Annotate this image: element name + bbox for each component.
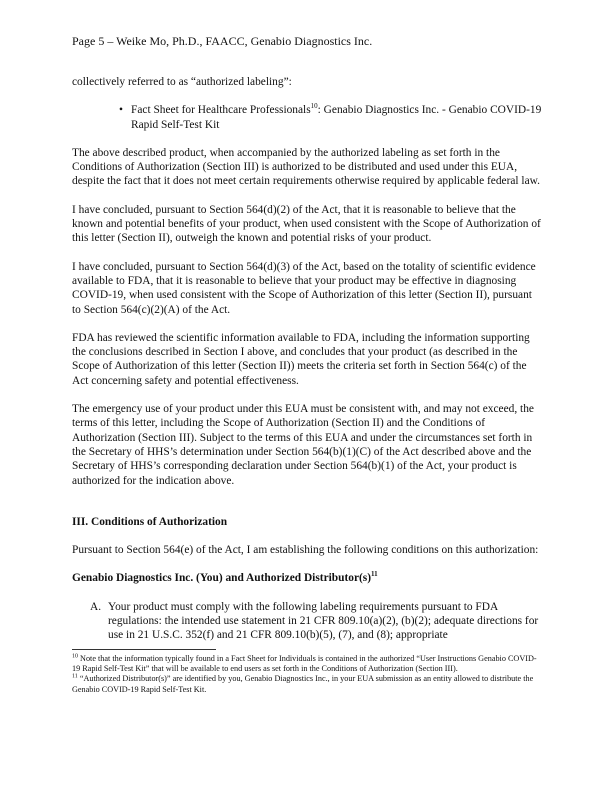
list-item xyxy=(119,103,542,132)
paragraph-benefits-risks: I have concluded, pursuant to Section 564(d)(2) of the Act, that it is reasonable to believe that the known and potential benefits of your product, when used consistent with the Scope of Authorization of this letter (Section II), outweigh the known and potential risks of your product. xyxy=(72,203,541,245)
footnote-11 xyxy=(72,674,542,695)
authorized-labeling-list xyxy=(72,103,542,132)
section-intro: Pursuant to Section 564(e) of the Act, I am establishing the following conditions on this authorization: xyxy=(72,544,539,557)
section-heading-conditions: III. Conditions of Authorization xyxy=(72,515,228,528)
paragraph-effectiveness: I have concluded, pursuant to Section 564(d)(3) of the Act, based on the totality of scientific evidence available to FDA, that it is reasonable to believe that your product may be effective in diagnosing COVID-19, when used consistent with the Scope of Authorization of this letter (Section II), pursuant to Section 564(c)(2)(A) of the Act. xyxy=(72,260,536,316)
bullet-icon: • xyxy=(119,104,123,117)
list-item-text-after: : Genabio Diagnostics Inc. - Genabio COVID-19 Rapid Self-Test Kit xyxy=(131,104,542,131)
subheading-distributors xyxy=(72,571,542,585)
footnote-ref-11: 11 xyxy=(371,570,378,579)
intro-line: collectively referred to as “authorized labeling”: xyxy=(72,76,292,88)
condition-letter: A. xyxy=(90,600,102,613)
footnote-number: 11 xyxy=(72,673,78,680)
document-page xyxy=(72,34,542,695)
footnote-10 xyxy=(72,654,542,675)
paragraph-emergency-use: The emergency use of your product under this EUA must be consistent with, and may not exceed, the terms of this letter, including the Scope of Authorization (Section II) and the Conditions of Authorization (Section III). Subject to the terms of this EUA and under the circumstances set forth in the Secretary of HHS’s determination under Section 564(b)(1)(C) of the Act described above and the Secretary of HHS’s corresponding declaration under Section 564(b)(1) of the Act, your product is authorized for the indication above. xyxy=(72,403,534,487)
paragraph-fda-review: FDA has reviewed the scientific information available to FDA, including the information supporting the conclusions described in Section I above, and concludes that your product (as described in the Scope of Authorization of this letter (Section II)) meets the criteria set forth in Section 564(c) of the Act concerning safety and potential effectiveness. xyxy=(72,331,530,387)
list-item-text-before: Fact Sheet for Healthcare Professionals xyxy=(131,104,311,117)
subheading-text: Genabio Diagnostics Inc. (You) and Authorized Distributor(s) xyxy=(72,572,372,585)
footnote-text: “Authorized Distributor(s)” are identified by you, Genabio Diagnostics Inc., in your EUA submission as an entity allowed to distribute the Genabio COVID-19 Rapid Self-Test Kit. xyxy=(72,674,534,694)
footnote-text: Note that the information typically found in a Fact Sheet for Individuals is contained in the authorized “User Instructions Genabio COVID-19 Rapid Self-Test Kit” that will be available to end users as set forth in the Conditions of Authorization (Section III). xyxy=(72,653,537,674)
footnote-number: 10 xyxy=(72,652,78,659)
page-header: Page 5 – Weike Mo, Ph.D., FAACC, Genabio Diagnostics Inc. xyxy=(72,34,373,48)
condition-text: Your product must comply with the following labeling requirements pursuant to FDA regulations: the intended use statement in 21 CFR 809.10(a)(2), (b)(2); adequate directions for use in 21 U.S.C. 352(f) and 21 CFR 809.10(b)(5), (7), and (8); appropriate xyxy=(108,600,539,642)
footnote-divider xyxy=(72,649,216,650)
footnote-ref-10: 10 xyxy=(310,102,318,111)
condition-item xyxy=(72,600,542,643)
paragraph-authorized-distribution: The above described product, when accompanied by the authorized labeling as set forth in the Conditions of Authorization (Section III) is authorized to be distributed and used under this EUA, despite the fact that it does not meet certain requirements otherwise required by applicable federal law. xyxy=(72,146,540,188)
